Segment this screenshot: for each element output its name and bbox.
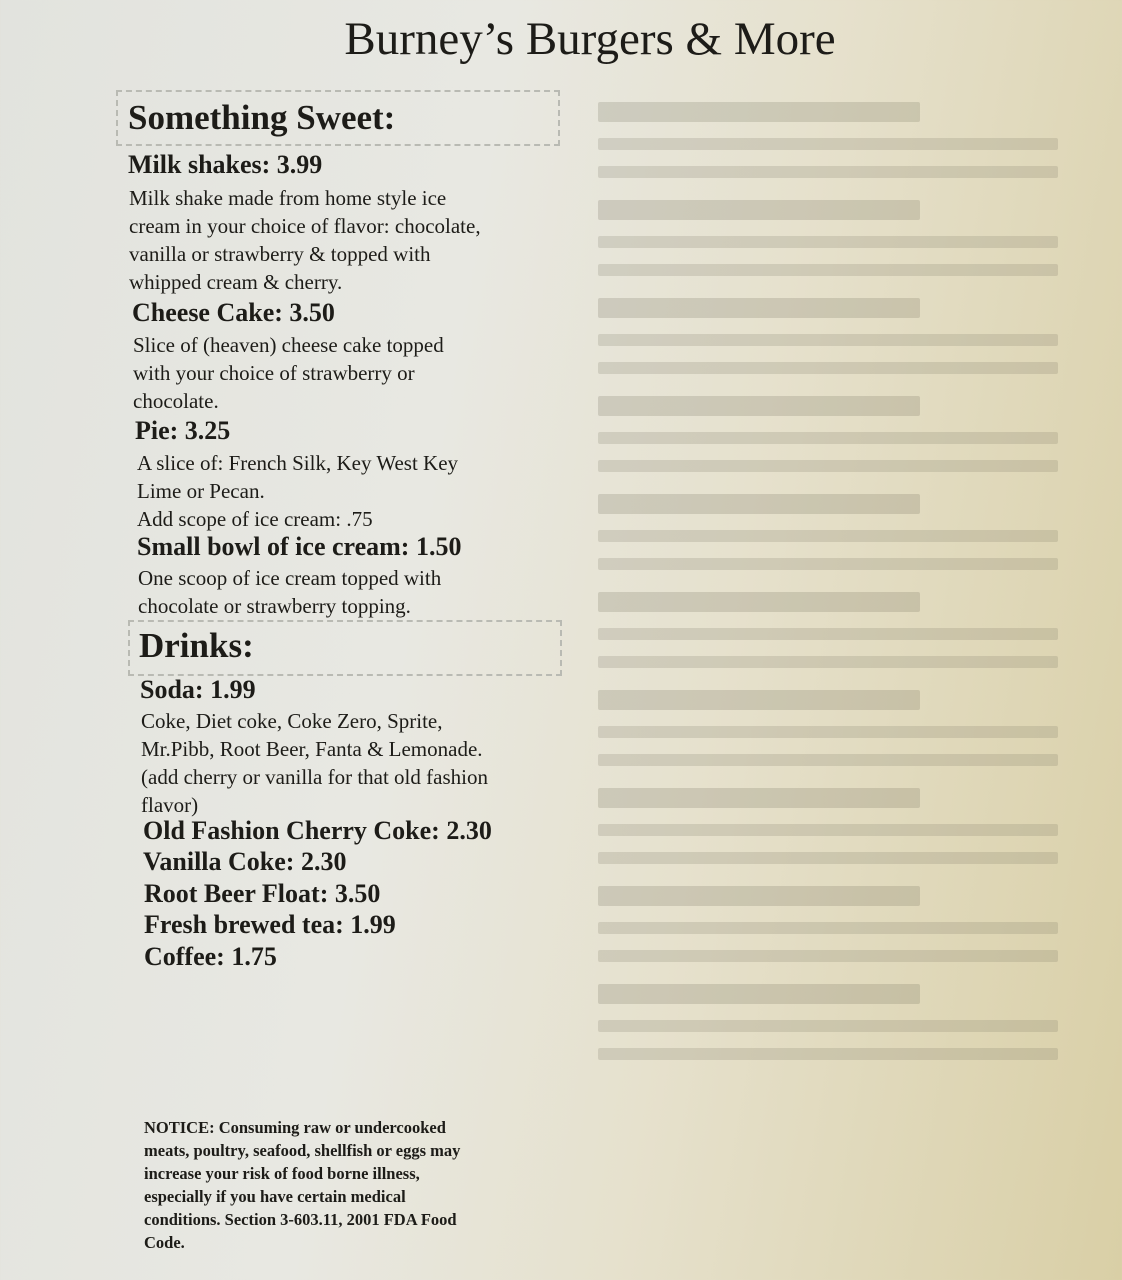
menu-item-name: Coffee: 1.75	[144, 942, 277, 971]
menu-item-name: Vanilla Coke: 2.30	[143, 847, 347, 876]
menu-item-name: Small bowl of ice cream: 1.50	[137, 532, 462, 561]
menu-item-desc: Milk shake made from home style ice cream in your choice of flavor: chocolate, vanilla or strawberry & topped with whipped cream & cherry.	[129, 186, 481, 294]
menu-item-desc: A slice of: French Silk, Key West Key Lime or Pecan. Add scope of ice cream: .75	[137, 451, 459, 531]
menu-item-name: Milk shakes: 3.99	[128, 150, 323, 179]
menu-item-name: Soda: 1.99	[140, 675, 256, 704]
menu-item-name: Pie: 3.25	[135, 416, 231, 445]
menu-item-desc: Coke, Diet coke, Coke Zero, Sprite, Mr.Pibb, Root Beer, Fanta & Lemonade. (add cherry or vanilla for that old fashion flavor)	[141, 709, 488, 817]
menu-item-desc: One scoop of ice cream topped with chocolate or strawberry topping.	[138, 566, 442, 618]
menu-item-name: Root Beer Float: 3.50	[144, 879, 381, 908]
sweet-heading: Something Sweet:	[128, 98, 396, 137]
menu-item-name: Old Fashion Cherry Coke: 2.30	[143, 816, 492, 845]
page-title: Burney’s Burgers & More	[344, 13, 836, 65]
show-through-text	[598, 80, 1058, 1076]
food-safety-notice: NOTICE: Consuming raw or undercooked meats, poultry, seafood, shellfish or eggs may increase your risk of food borne illness, especially if you have certain medical conditions. Section 3-603.11, 2001 FDA Food Code.	[144, 1118, 461, 1252]
menu-item-name: Cheese Cake: 3.50	[132, 298, 335, 327]
menu-item-name: Fresh brewed tea: 1.99	[144, 910, 396, 939]
drinks-heading: Drinks:	[139, 626, 254, 665]
menu-item-desc: Slice of (heaven) cheese cake topped with your choice of strawberry or chocolate.	[133, 333, 444, 413]
